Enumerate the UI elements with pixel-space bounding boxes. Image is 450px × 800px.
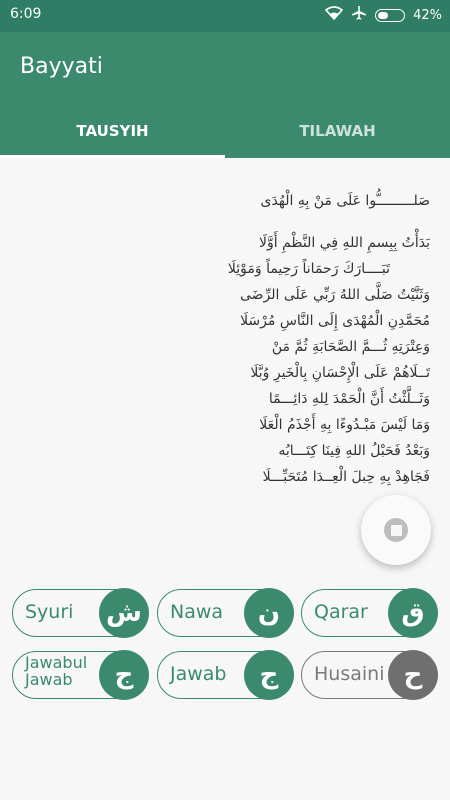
lyrics-line: وَثَنَّيْتُ صَلَّى اللهُ رَبِّي عَلَى الرِّضَى: [239, 287, 430, 303]
lyrics-title: صَلـــــــــُّوا عَلَى مَنْ بِهِ الْهُدَى: [260, 193, 430, 209]
maqam-label: Jawabul Jawab: [25, 653, 88, 689]
lyrics-line: وَبَعْدُ فَحَبْلُ اللهِ فِينَا كِتَـــابُه: [278, 443, 430, 459]
maqam-button-qarar[interactable]: [301, 589, 437, 637]
lyrics-line: تَــلَاهُمْ عَلَى الْإِحْسَانِ بِالْخَيرِ وُبَّلَا: [250, 365, 430, 381]
app-title: Bayyati: [20, 54, 103, 79]
maqam-label: Qarar: [314, 601, 368, 623]
app-bar: [0, 32, 450, 104]
maqam-label: Husaini: [314, 663, 385, 685]
maqam-button-jawabul-jawab[interactable]: [12, 651, 148, 699]
maqam-button-syuri[interactable]: [12, 589, 148, 637]
stop-icon: [384, 518, 408, 542]
maqam-label: Syuri: [25, 601, 74, 623]
maqam-label: Nawa: [170, 601, 224, 623]
maqam-glyph-icon: ج: [244, 650, 294, 700]
maqam-glyph-icon: ش: [99, 588, 149, 638]
lyrics-text: [10, 188, 430, 490]
status-bar: [0, 0, 450, 32]
airplane-mode-icon: [351, 5, 367, 25]
tab-tilawah[interactable]: TILAWAH: [299, 122, 376, 140]
maqam-glyph-icon: ق: [388, 588, 438, 638]
lyrics-line: تَبَــــارَكَ رَحمَاناً رَحِيماً وَمَوْئِلَا: [227, 261, 390, 277]
maqam-button-husaini[interactable]: [301, 651, 437, 699]
battery-percent: 42%: [413, 7, 442, 23]
maqam-glyph-icon: ح: [388, 650, 438, 700]
tab-bar: [0, 104, 450, 158]
tab-tausyih[interactable]: TAUSYIH: [0, 104, 225, 158]
content-area: [0, 158, 450, 800]
status-icons: [325, 5, 442, 25]
stop-button[interactable]: [361, 495, 431, 565]
maqam-button-nawa[interactable]: [157, 589, 293, 637]
battery-icon: [375, 9, 405, 22]
battery-level: [378, 12, 388, 19]
lyrics-line: وَعِتْرَتِهِ ثُـــمَّ الصَّحَابَةِ ثُمَّ مَنْ: [271, 339, 430, 355]
status-time: 6:09: [10, 6, 42, 22]
maqam-label: Jawab: [170, 663, 227, 685]
lyrics-line: مُحَمَّدِنِ الْمُهْدَى إِلَى النَّاسِ مُرْسَلَا: [240, 313, 430, 329]
maqam-glyph-icon: ج: [99, 650, 149, 700]
maqam-glyph-icon: ن: [244, 588, 294, 638]
maqam-button-jawab[interactable]: [157, 651, 293, 699]
lyrics-line: وَثَــلَّثْتُ أَنَّ الْحَمْدَ لِلهِ دَائِـــمًا: [268, 391, 430, 407]
wifi-icon: [325, 6, 343, 24]
lyrics-line: فَجَاهِدْ بِهِ حِبلَ الْعِــدَا مُتَحَبِّـــلَا: [262, 469, 430, 485]
lyrics-line: بَدَأْتُ بِبِسمِ اللهِ فِي النَّظْمِ أَوَّلَا: [259, 235, 430, 251]
lyrics-line: وَمَا لَيْسَ مَبْـدُوءًا بِهِ أَجْذَمُ الْعَلَا: [259, 417, 430, 433]
